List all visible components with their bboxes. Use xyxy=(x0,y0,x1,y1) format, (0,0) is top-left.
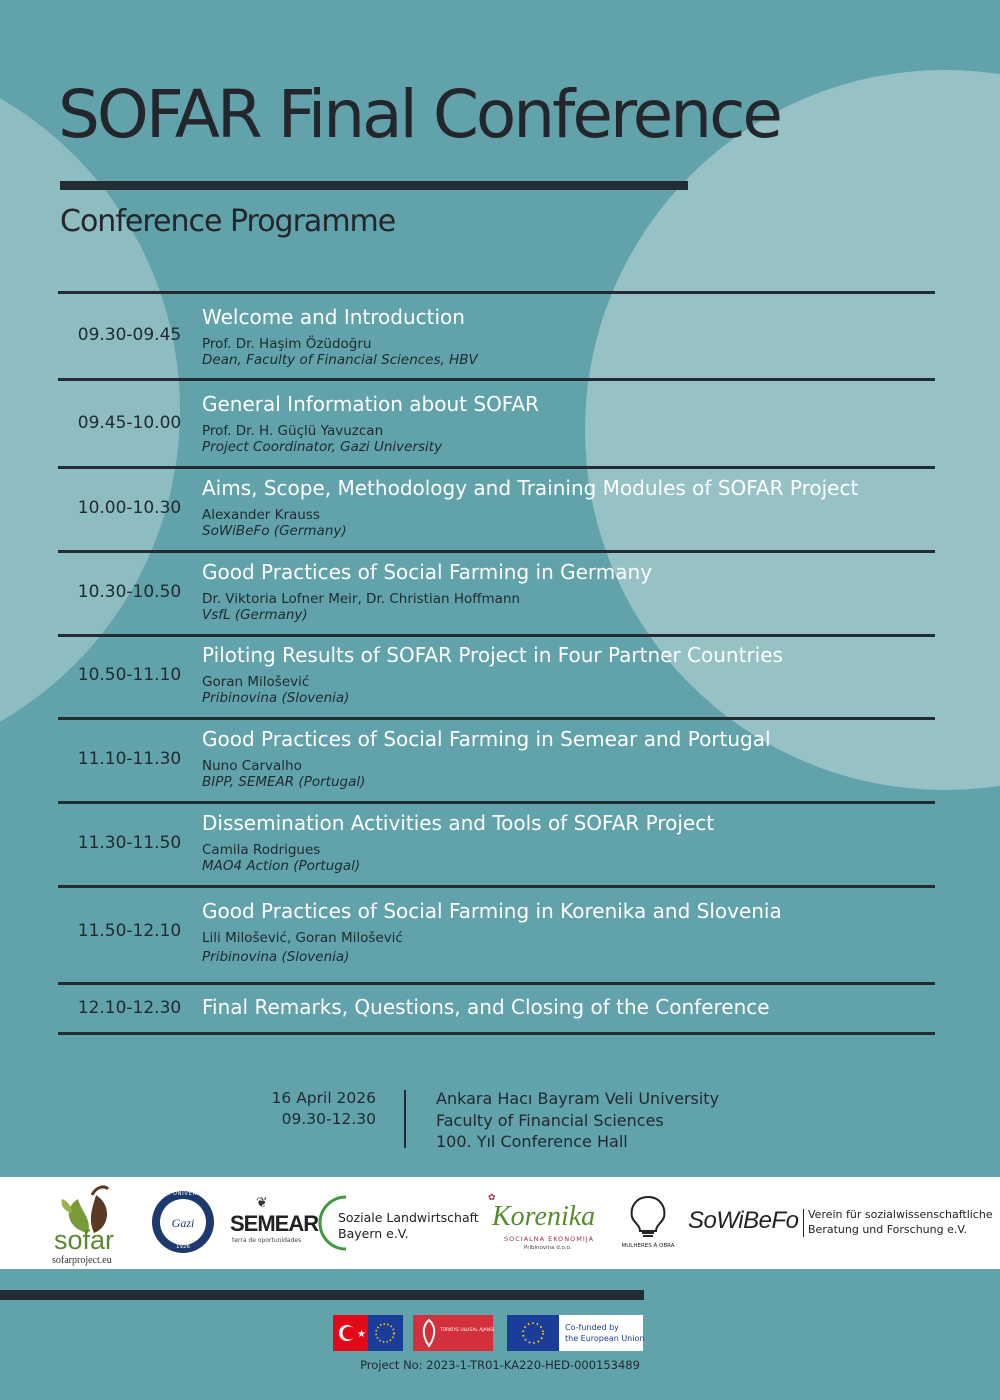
partner-logos-strip xyxy=(0,1177,1000,1269)
venue-divider xyxy=(404,1090,406,1148)
project-number: Project No: 2023-1-TR01-KA220-HED-000153489 xyxy=(360,1358,640,1372)
semear-tagline: terra de oportunidades xyxy=(232,1237,302,1244)
session-speaker: Prof. Dr. Haşim Özüdoğru xyxy=(202,336,372,352)
programme-row xyxy=(58,469,935,553)
footer-bar xyxy=(0,1290,644,1300)
session-time: 12.10-12.30 xyxy=(77,998,182,1018)
venue-university: Ankara Hacı Bayram Veli University xyxy=(436,1089,720,1108)
semear-wordmark: SEMEAR xyxy=(230,1211,319,1236)
tr-agency-text: TÜRKİYE ULUSAL AJANSI xyxy=(440,1328,495,1333)
lightbulb-head-icon xyxy=(618,1193,678,1239)
session-speaker: Camila Rodrigues xyxy=(202,842,321,858)
turkish-national-agency-logo xyxy=(413,1315,493,1351)
eu-cofunded-line1: Co-funded by xyxy=(565,1323,619,1332)
session-affiliation: Dean, Faculty of Financial Sciences, HBV xyxy=(202,352,478,368)
korenika-subtitle: SOCIALNA EKONOMIJA xyxy=(504,1235,595,1243)
mulheres-a-obra-text: MULHERES À OBRA xyxy=(621,1243,675,1249)
session-time: 11.10-11.30 xyxy=(77,749,182,769)
session-affiliation: Pribinovina (Slovenia) xyxy=(202,949,350,965)
sowibefo-line2: Beratung und Forschung e.V. xyxy=(808,1223,967,1236)
tr-eu-flags-logo xyxy=(333,1315,403,1351)
programme-row xyxy=(58,637,935,720)
tr-agency-emblem-icon xyxy=(418,1318,440,1348)
event-date-block xyxy=(272,1088,376,1130)
session-speaker: Prof. Dr. H. Güçlü Yavuzcan xyxy=(202,423,384,439)
programme-table xyxy=(58,291,935,1035)
session-title: Dissemination Activities and Tools of SOFAR Project xyxy=(202,811,715,835)
session-time: 11.30-11.50 xyxy=(77,833,182,853)
session-affiliation: MAO4 Action (Portugal) xyxy=(202,858,361,874)
session-time: 10.30-10.50 xyxy=(77,582,182,602)
session-title: Welcome and Introduction xyxy=(202,305,465,329)
sowibefo-divider xyxy=(803,1209,804,1237)
session-affiliation: SoWiBeFo (Germany) xyxy=(202,523,347,539)
mulheres-a-obra-logo xyxy=(618,1193,678,1255)
session-title: Aims, Scope, Methodology and Training Modules of SOFAR Project xyxy=(202,476,859,500)
slb-logo xyxy=(316,1193,479,1253)
programme-row xyxy=(58,720,935,804)
programme-row xyxy=(58,804,935,888)
funder-logos xyxy=(0,1313,1000,1353)
sowibefo-wordmark: SoWiBeFo xyxy=(688,1207,799,1234)
svg-text:Gazi: Gazi xyxy=(171,1216,195,1230)
session-title: Final Remarks, Questions, and Closing of the Conference xyxy=(202,995,770,1019)
page-title: SOFAR Final Conference xyxy=(58,76,780,153)
session-title: Good Practices of Social Farming in Semear and Portugal xyxy=(202,727,771,751)
programme-row xyxy=(58,985,935,1035)
svg-text:★: ★ xyxy=(357,1329,366,1340)
venue-hall: 100. Yıl Conference Hall xyxy=(436,1132,628,1151)
semear-logo xyxy=(230,1195,319,1255)
sofar-logo xyxy=(48,1183,138,1269)
session-speaker: Alexander Krauss xyxy=(202,507,320,523)
sowibefo-line1: Verein für sozialwissenschaftliche xyxy=(808,1208,993,1221)
session-time: 10.50-11.10 xyxy=(77,665,182,685)
event-details xyxy=(0,1086,1000,1152)
event-date: 16 April 2026 xyxy=(271,1089,376,1107)
session-speaker: Dr. Viktoria Lofner Meir, Dr. Christian Hoffmann xyxy=(202,591,521,607)
session-title: Piloting Results of SOFAR Project in Four Partner Countries xyxy=(202,643,783,667)
session-title: Good Practices of Social Farming in Germany xyxy=(202,560,653,584)
session-title: Good Practices of Social Farming in Korenika and Slovenia xyxy=(202,899,782,923)
session-affiliation: BIPP, SEMEAR (Portugal) xyxy=(202,774,366,790)
session-speaker: Goran Milošević xyxy=(202,674,310,690)
title-underline xyxy=(60,181,688,190)
session-affiliation: Pribinovina (Slovenia) xyxy=(202,690,350,706)
session-affiliation: Project Coordinator, Gazi University xyxy=(202,439,443,455)
gazi-seal-text: GAZİ UNIVERSITY xyxy=(155,1191,211,1197)
korenika-flower-icon: ✿ xyxy=(488,1193,496,1203)
slb-line2: Bayern e.V. xyxy=(338,1226,409,1241)
session-title: General Information about SOFAR xyxy=(202,392,540,416)
korenika-company: Pribinovina d.o.o. xyxy=(524,1245,572,1251)
event-venue xyxy=(436,1088,719,1153)
sowibefo-logo xyxy=(688,1205,993,1245)
gazi-seal-year: 1926 xyxy=(176,1244,190,1250)
gazi-university-logo xyxy=(150,1189,216,1255)
session-affiliation: VsfL (Germany) xyxy=(202,607,308,623)
eu-flag-icon xyxy=(507,1315,559,1351)
venue-faculty: Faculty of Financial Sciences xyxy=(436,1110,664,1130)
sofar-wordmark: sofar xyxy=(54,1225,115,1255)
slb-line1: Soziale Landwirtschaft xyxy=(338,1210,479,1225)
page-subtitle: Conference Programme xyxy=(60,204,396,239)
session-time: 09.30-09.45 xyxy=(77,325,182,345)
session-speaker: Lili Milošević, Goran Milošević xyxy=(202,930,403,946)
programme-row xyxy=(58,553,935,637)
session-time: 11.50-12.10 xyxy=(77,921,182,941)
programme-row xyxy=(58,381,935,469)
event-time: 09.30-12.30 xyxy=(281,1110,376,1128)
programme-row xyxy=(58,888,935,985)
session-time: 09.45-10.00 xyxy=(77,413,182,433)
programme-row xyxy=(58,294,935,381)
session-speaker: Nuno Carvalho xyxy=(202,758,302,774)
korenika-logo xyxy=(488,1191,608,1257)
eu-cofunded-logo xyxy=(507,1315,643,1351)
sofar-url: sofarproject.eu xyxy=(52,1255,112,1266)
eu-cofunded-line2: the European Union xyxy=(565,1334,645,1343)
session-time: 10.00-10.30 xyxy=(77,498,182,518)
tr-eu-flags-icon xyxy=(333,1315,403,1351)
semear-leaf-icon: ❦ xyxy=(256,1195,268,1211)
korenika-wordmark: Korenika xyxy=(492,1201,596,1232)
